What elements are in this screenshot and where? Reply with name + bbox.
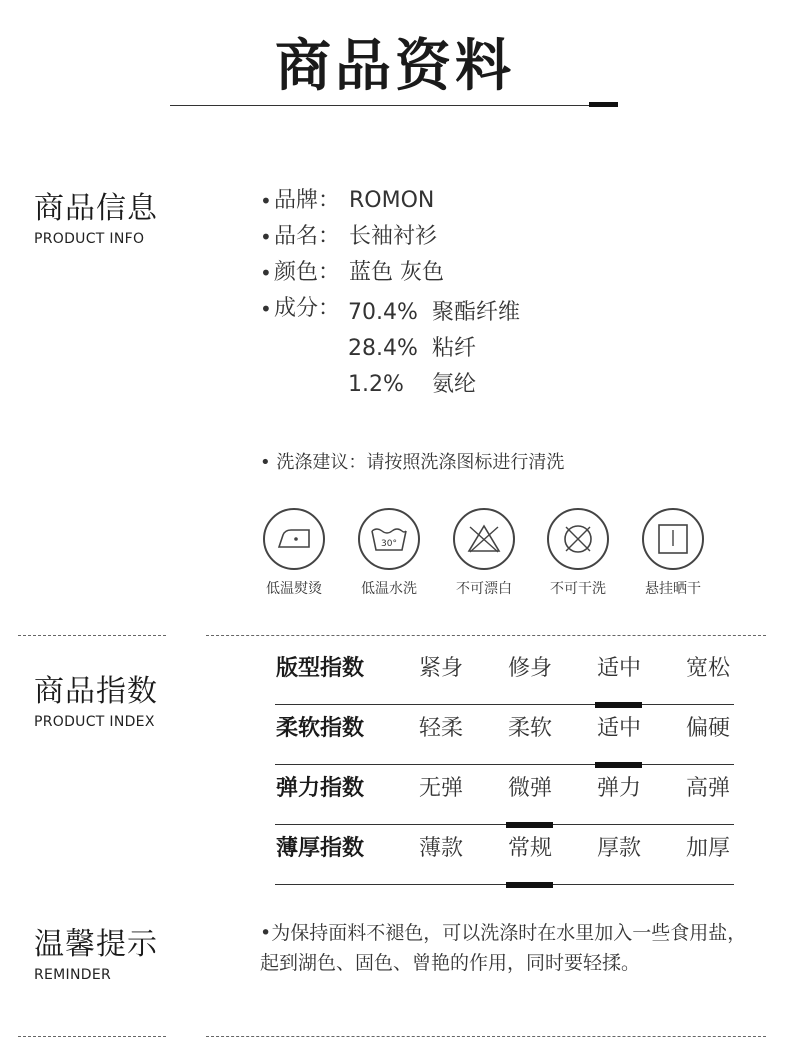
- info-key: 成分：: [274, 296, 341, 321]
- info-row-name: [260, 221, 444, 257]
- index-label: 弹力指数: [276, 776, 365, 801]
- index-option: 偏硬: [685, 716, 730, 741]
- index-option: 加厚: [685, 836, 730, 861]
- composition-material: 氨纶: [432, 372, 477, 397]
- index-option: 宽松: [685, 656, 730, 681]
- section-divider: [18, 635, 166, 636]
- index-option: 厚款: [596, 836, 641, 861]
- care-item-wash: [349, 508, 429, 598]
- care-label: 低温水洗: [361, 581, 417, 597]
- composition-material: 粘纤: [432, 336, 477, 361]
- product-index-table: [275, 645, 734, 885]
- info-key: 颜色：: [274, 260, 341, 285]
- info-row-color: [260, 257, 444, 293]
- iron-low-temp-icon: [263, 508, 325, 570]
- bullet: •: [260, 189, 272, 213]
- index-option: 微弹: [507, 776, 552, 801]
- no-bleach-icon: [453, 508, 515, 570]
- index-row-elasticity: [275, 765, 734, 825]
- index-option: 修身: [507, 656, 552, 681]
- care-label: 不可漂白: [456, 581, 512, 597]
- wash-advice: • 洗涤建议：请按照洗涤图标进行清洗: [260, 452, 565, 473]
- product-index-heading: [34, 666, 158, 730]
- index-row-softness: [275, 705, 734, 765]
- bullet: •: [260, 225, 272, 249]
- title-underline: [170, 105, 618, 106]
- index-option: 适中: [596, 716, 641, 741]
- index-option: 无弹: [418, 776, 463, 801]
- page-title: 商品资料: [275, 34, 515, 99]
- index-option: 适中: [596, 656, 641, 681]
- care-item-dryclean: [538, 508, 618, 598]
- composition-row: [348, 295, 520, 326]
- index-option: 薄款: [418, 836, 463, 861]
- index-row-fit: [275, 645, 734, 705]
- info-value: 蓝色 灰色: [349, 260, 444, 285]
- section-divider: [206, 635, 766, 636]
- no-dry-clean-icon: [547, 508, 609, 570]
- reminder-heading-en: REMINDER: [34, 967, 112, 983]
- bullet: •: [260, 297, 272, 321]
- index-option: 弹力: [596, 776, 641, 801]
- product-info-heading: [34, 183, 158, 247]
- reminder-heading: [34, 919, 158, 983]
- index-option: 高弹: [685, 776, 730, 801]
- index-option: 紧身: [418, 656, 463, 681]
- info-value: ROMON: [349, 188, 435, 213]
- care-label: 悬挂晒干: [645, 581, 701, 597]
- bullet: •: [260, 261, 272, 285]
- care-label: 低温熨烫: [266, 581, 322, 597]
- line-dry-icon: [642, 508, 704, 570]
- care-item-iron: [254, 508, 334, 598]
- product-index-heading-en: PRODUCT INDEX: [34, 714, 155, 730]
- index-option: 常规: [507, 836, 552, 861]
- index-row-thickness: [275, 825, 734, 885]
- info-key: 品名：: [274, 224, 341, 249]
- index-option: 轻柔: [418, 716, 463, 741]
- section-divider: [206, 1036, 766, 1037]
- care-label: 不可干洗: [550, 581, 606, 597]
- wash-30-icon: [358, 508, 420, 570]
- composition-percent: 28.4%: [348, 336, 418, 361]
- index-option: 柔软: [507, 716, 552, 741]
- info-value: 长袖衬衫: [349, 224, 438, 249]
- section-divider: [18, 1036, 166, 1037]
- reminder-heading-cn: 温馨提示: [34, 927, 158, 962]
- svg-text:30°: 30°: [381, 539, 397, 549]
- product-index-heading-cn: 商品指数: [34, 674, 158, 709]
- index-label: 版型指数: [276, 656, 365, 681]
- index-label: 薄厚指数: [276, 836, 365, 861]
- product-info-heading-en: PRODUCT INFO: [34, 231, 145, 247]
- index-selected-marker: [506, 882, 553, 888]
- composition-material: 聚酯纤维: [432, 300, 521, 325]
- composition-percent: 1.2%: [348, 372, 404, 397]
- composition-percent: 70.4%: [348, 300, 418, 325]
- title-underline-accent: [589, 102, 618, 107]
- composition-row: [348, 367, 476, 398]
- reminder-text: •为保持面料不褪色，可以洗涤时在水里加入一些食用盐，起到湖色、固色、曾艳的作用，同时要轻揉。: [260, 922, 747, 974]
- care-item-bleach: [444, 508, 524, 598]
- info-key: 品牌：: [274, 188, 341, 213]
- care-item-linedry: [633, 508, 713, 598]
- index-label: 柔软指数: [276, 716, 365, 741]
- info-row-brand: [260, 185, 444, 221]
- product-info-heading-cn: 商品信息: [34, 191, 158, 226]
- composition-row: [348, 331, 476, 362]
